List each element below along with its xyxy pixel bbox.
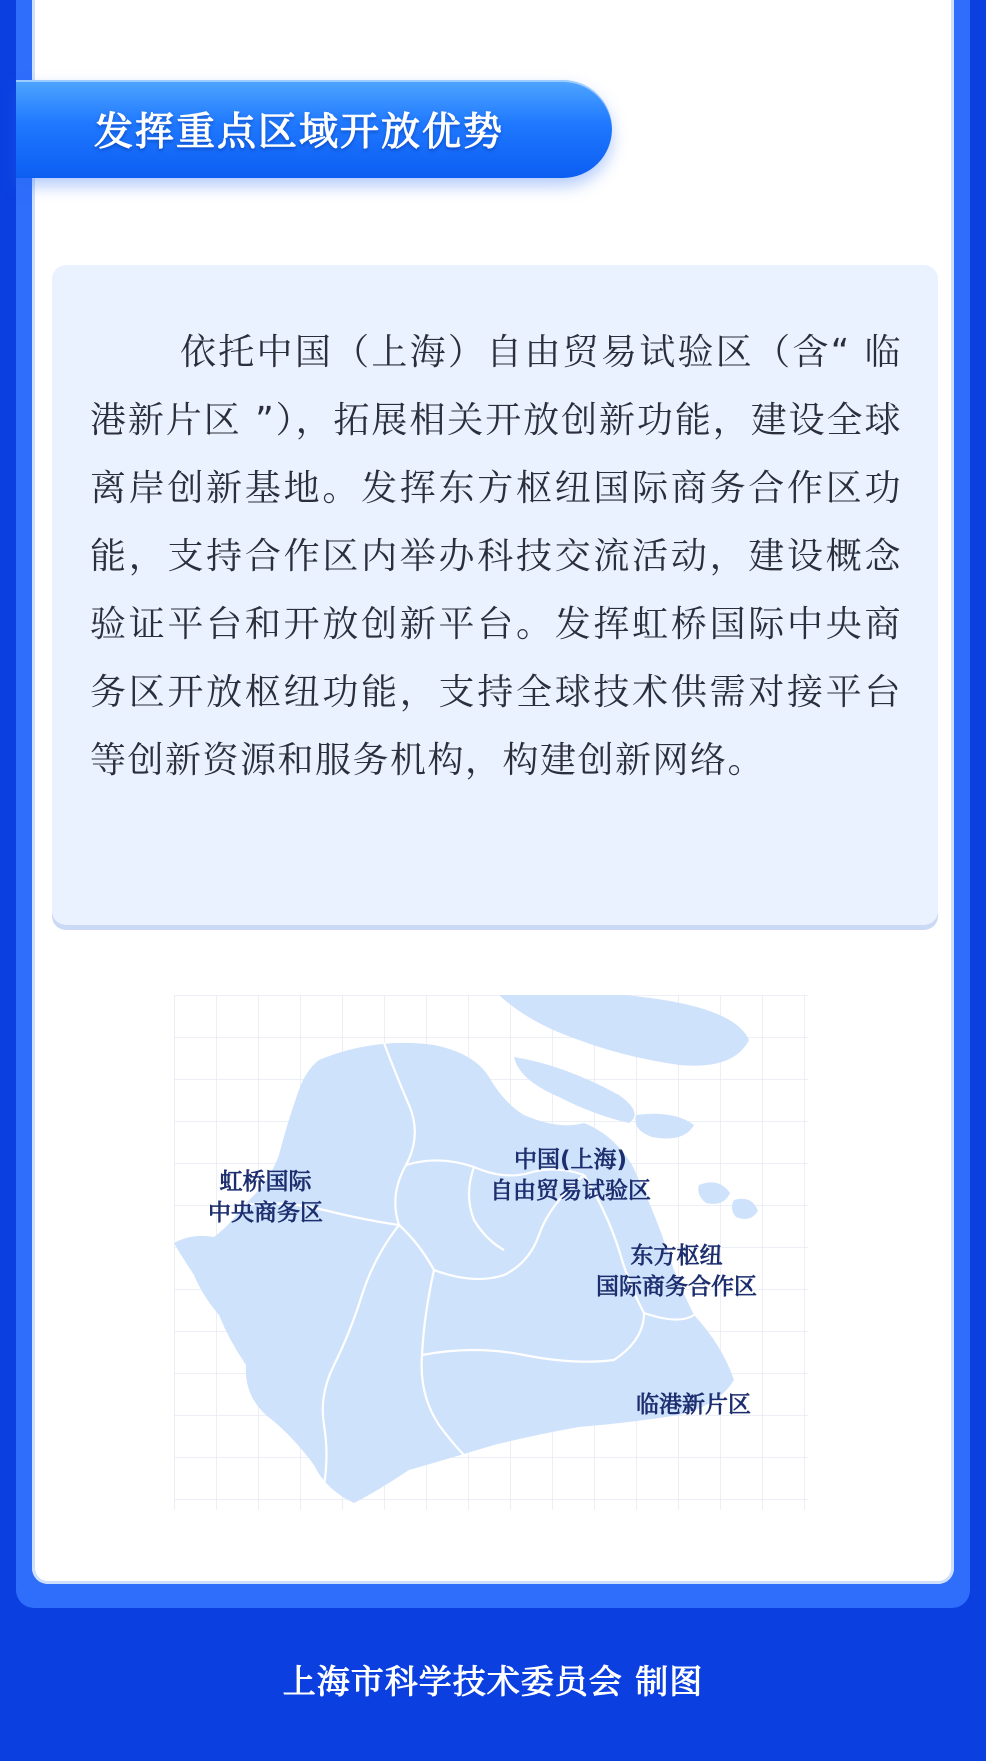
ftz-label (490, 1145, 651, 1207)
hongqiao-label-line2: 中央商务区 (208, 1200, 323, 1226)
section-title-banner (16, 80, 612, 178)
hongqiao-label-line1: 虹桥国际 (219, 1169, 312, 1195)
shanghai-map (174, 995, 808, 1510)
lingang-label: 临港新片区 (636, 1392, 751, 1418)
dongfang-label-line1: 东方枢纽 (630, 1243, 723, 1269)
dongfang-hub-label (596, 1241, 757, 1303)
dongfang-label-line2: 国际商务合作区 (596, 1274, 757, 1300)
body-paragraph: 依托中国（上海）自由贸易试验区（含“ 临港新片区 ”），拓展相关开放创新功能，建设全球离岸创新基地。发挥东方枢纽国际商务合作区功能，支持合作区内举办科技交流活动，建设概念验证平台和开放创新平台。发挥虹桥国际中央商务区开放枢纽功能，支持全球技术供需对接平台等创新资源和服务机构，构建创新网络。 (90, 332, 902, 781)
ftz-label-line1: 中国(上海) (513, 1147, 628, 1173)
text-panel (52, 265, 938, 925)
section-title: 发挥重点区域开放优势 (94, 110, 505, 155)
ftz-label-line2: 自由贸易试验区 (490, 1178, 651, 1204)
footer-credit: 上海市科学技术委员会 制图 (282, 1662, 704, 1701)
hongqiao-cbd-label (208, 1167, 323, 1229)
